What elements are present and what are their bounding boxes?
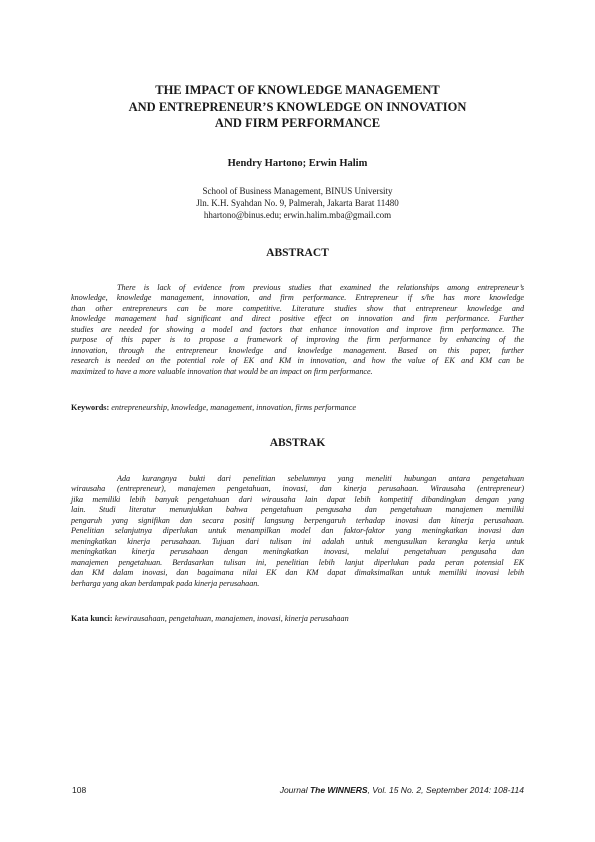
kata-kunci: [71, 614, 524, 623]
abstract-line: studies are needed for showing a model and factors that enhance innovation and improve firm performance. The: [71, 324, 524, 334]
keywords-label: Keywords:: [71, 403, 110, 412]
journal-suffix: , Vol. 15 No. 2, September 2014: 108-114: [367, 785, 524, 795]
abstrak-line: Ada kurangnya bukti dari penelitian sebelumnya yang meneliti hubungan antara pengetahuan: [117, 474, 524, 483]
abstrak-line: jika memiliki lebih banyak pengetahuan dari wirausaha lain dapat lebih kompetitif dibandingkan dengan yang: [71, 494, 524, 504]
abstract-line: There is lack of evidence from previous studies that examined the relationships among entrepreneur’s: [117, 283, 524, 292]
abstrak-line: meningkatkan kinerja perusahaan. Tujuan dari tulisan ini adalah untuk mengusulkan kerangka kerja untuk: [71, 536, 524, 546]
abstrak-line: dan KM dalam inovasi, dan bagaimana nilai EK dan KM dapat dimaksimalkan untuk memiliki inovasi lebih: [71, 568, 524, 578]
abstract-line: purpose of this paper is to propose a framework of improving the firm performance by enhancing of the: [71, 335, 524, 345]
abstract-line: than other entrepreneurs can be more competitive. Literature studies show that entrepreneur knowledge and: [71, 303, 524, 313]
abstract-body: [71, 283, 524, 377]
affiliation: [0, 185, 595, 221]
page-number: 108: [72, 785, 87, 795]
abstrak-line: meningkatkan kinerja perusahaan dengan meningkatkan inovasi, melalui pengetahuan pengusaha dan: [71, 547, 524, 557]
title-line: THE IMPACT OF KNOWLEDGE MANAGEMENT: [155, 83, 440, 97]
journal-prefix: Journal: [279, 785, 310, 795]
authors: Hendry Hartono; Erwin Halim: [227, 158, 368, 169]
title-line: AND ENTREPRENEUR’S KNOWLEDGE ON INNOVATION: [128, 99, 467, 114]
kata-kunci-list: kewirausahaan, pengetahuan, manajemen, inovasi, kinerja perusahaan: [114, 614, 349, 623]
abstrak-line: lain. Studi literatur menunjukkan bahwa pengetahuan pengusaha dan pengetahuan manajemen memiliki: [71, 505, 524, 515]
affiliation-institution: School of Business Management, BINUS University: [202, 186, 393, 196]
abstrak-line: manajemen pengetahuan. Berdasarkan tulisan ini, penelitian lebih lanjut diperlukan pada peran potensial EK: [71, 557, 524, 567]
abstrak-line: Penelitian selanjutnya diperlukan untuk menampilkan model dan faktor-faktor yang meningkatkan inovasi dan: [71, 526, 524, 536]
affiliation-address: Jln. K.H. Syahdan No. 9, Palmerah, Jakarta Barat 11480: [196, 198, 399, 208]
affiliation-emails: hhartono@binus.edu; erwin.halim.mba@gmail.com: [203, 210, 392, 220]
abstrak-line: pengaruh yang signifikan dan secara positif langsung berpengaruh terhadap inovasi dan kinerja perusahaan.: [71, 515, 524, 525]
abstract-line: maximized to have a more valuable innovation that would be an impact on firm performance.: [71, 366, 373, 376]
keywords: [71, 403, 524, 412]
paper-title: [60, 82, 535, 132]
abstrak-line: wirausaha (entrepreneur), manajemen pengetahuan, inovasi, dan kinerja perusahaan. Wirausaha (entrepreneur): [71, 484, 524, 494]
kata-kunci-label: Kata kunci:: [71, 614, 113, 623]
abstract-line: knowledge management had significant and direct positive effect on innovation and firm performance. Further: [71, 314, 524, 324]
abstract-line: knowledge, knowledge management, innovation, and firm performance. Entrepreneur if s/he has more knowledge: [71, 293, 524, 303]
abstrak-line: berharga yang akan berdampak pada kinerja perusahaan.: [71, 578, 260, 588]
journal-brand: The WINNERS: [309, 785, 368, 795]
journal-citation: [280, 785, 524, 795]
title-line: AND FIRM PERFORMANCE: [214, 116, 381, 130]
abstract-heading: ABSTRACT: [266, 247, 329, 259]
abstrak-body: [71, 474, 524, 589]
abstrak-heading: ABSTRAK: [269, 437, 326, 449]
abstract-line: research is needed on the potential role of EK and KM in innovation, and how the value of EK and KM can be: [71, 356, 524, 366]
keywords-list: entrepreneurship, knowledge, management, innovation, firms performance: [111, 403, 356, 412]
abstract-line: innovation, through the entrepreneur knowledge and knowledge management. Based on this paper, further: [71, 345, 524, 355]
